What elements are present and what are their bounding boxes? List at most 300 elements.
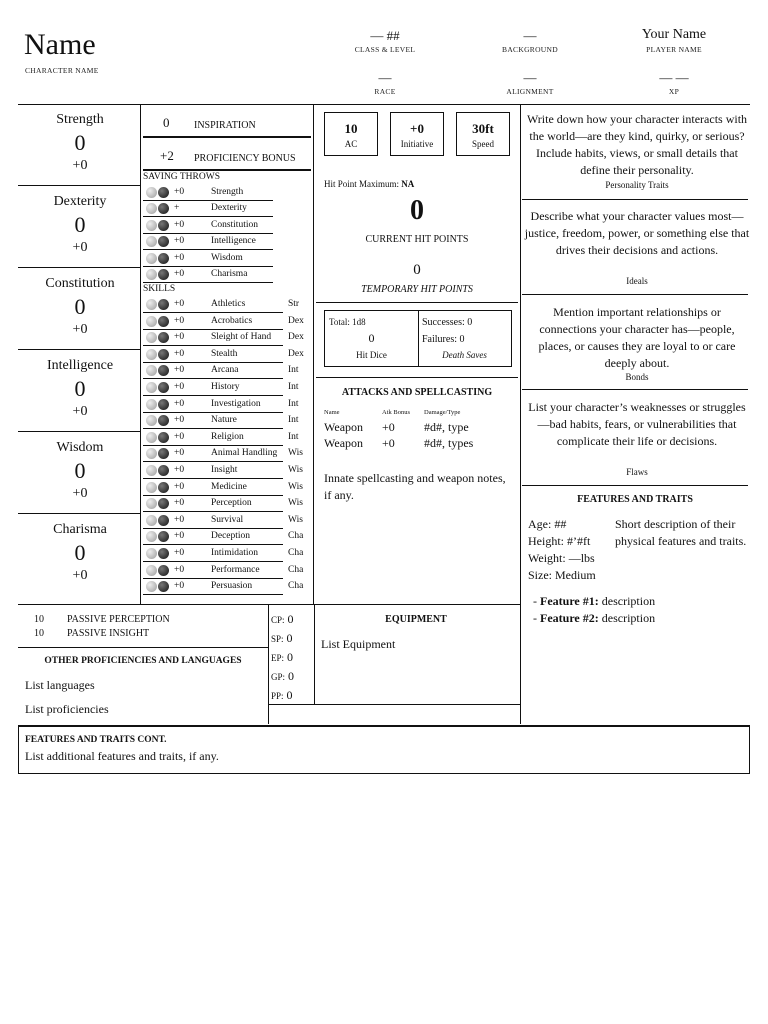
proficiency-dots-icon[interactable] bbox=[146, 365, 172, 377]
proficiency-dots-icon[interactable] bbox=[146, 316, 172, 328]
skills-modifier: +0 bbox=[174, 448, 185, 459]
proficiency-dots-icon[interactable] bbox=[146, 187, 172, 199]
skills-row[interactable] bbox=[143, 380, 311, 396]
armor-class-box[interactable] bbox=[324, 112, 378, 156]
attacks-col-damage: Damage/Type bbox=[424, 409, 461, 416]
attacks-notes[interactable]: Innate spellcasting and weapon notes, if any. bbox=[324, 471, 506, 502]
attack-damage[interactable]: #d#, types bbox=[424, 436, 474, 450]
expertise-dot-icon bbox=[158, 498, 169, 509]
proficiencies-list[interactable]: List proficiencies bbox=[25, 702, 109, 716]
currency-cp[interactable] bbox=[271, 610, 294, 628]
ability-score[interactable]: 0 bbox=[74, 130, 86, 155]
bullet-dash: - bbox=[533, 611, 540, 625]
ability-modifier: +0 bbox=[72, 240, 88, 255]
expertise-dot-icon bbox=[158, 269, 169, 280]
flaws-text[interactable]: List your character’s weaknesses or struggles—bad habits, fears, or vulnerabilities that complicate their life or decisions. bbox=[528, 400, 746, 448]
expertise-dot-icon bbox=[158, 515, 169, 526]
expertise-dot-icon bbox=[158, 382, 169, 393]
ability-modifier: +0 bbox=[72, 568, 88, 583]
row-divider bbox=[143, 594, 283, 595]
expertise-dot-icon bbox=[158, 415, 169, 426]
equipment-list[interactable]: List Equipment bbox=[321, 637, 396, 651]
expertise-dot-icon bbox=[158, 365, 169, 376]
skills-attribute: Int bbox=[288, 365, 299, 376]
death-saves-label: Death Saves bbox=[442, 350, 487, 360]
currency-label: GP: bbox=[271, 672, 286, 682]
skills-name: Religion bbox=[211, 431, 244, 442]
currency-value: 0 bbox=[286, 631, 293, 645]
inspiration-rule bbox=[143, 136, 311, 138]
skills-row[interactable] bbox=[143, 297, 311, 313]
hp-max bbox=[324, 179, 414, 189]
speed-label: Speed bbox=[472, 139, 494, 149]
alignment-value[interactable]: — bbox=[523, 70, 537, 85]
ability-score[interactable]: 0 bbox=[74, 376, 86, 401]
proficiency-dot-icon bbox=[146, 365, 157, 376]
skills-attribute: Wis bbox=[288, 481, 303, 492]
feature-2-desc: description bbox=[598, 611, 656, 625]
expertise-dot-icon bbox=[158, 465, 169, 476]
proficiency-dot-icon bbox=[146, 515, 157, 526]
proficiency-dots-icon[interactable] bbox=[146, 349, 172, 361]
proficiency-dots-icon[interactable] bbox=[146, 515, 172, 527]
class-level-label: CLASS & LEVEL bbox=[354, 45, 416, 54]
currency-sp[interactable] bbox=[271, 629, 293, 647]
skills-row[interactable] bbox=[143, 363, 311, 379]
saving_throws-row[interactable] bbox=[143, 185, 311, 201]
proficiency-dots-icon[interactable] bbox=[146, 220, 172, 232]
current-hp-value[interactable]: 0 bbox=[410, 195, 424, 226]
bonds-text[interactable]: Mention important relationships or connections your character has—people, places, or causes they are loyal to or care deeply about. bbox=[538, 305, 736, 370]
expertise-dot-icon bbox=[158, 349, 169, 360]
proficiency-dots-icon[interactable] bbox=[146, 332, 172, 344]
proficiency-dot-icon bbox=[146, 565, 157, 576]
skills-modifier: +0 bbox=[174, 398, 185, 409]
proficiency-dot-icon bbox=[146, 332, 157, 343]
currency-value: 0 bbox=[287, 650, 294, 664]
initiative-label: Initiative bbox=[400, 139, 434, 149]
ability-modifier: +0 bbox=[72, 158, 88, 173]
flaws-rule bbox=[522, 485, 748, 486]
ability-charisma[interactable] bbox=[20, 514, 140, 596]
passive-rule bbox=[18, 647, 268, 648]
proficiency-dot-icon bbox=[146, 432, 157, 443]
character-name[interactable]: Name bbox=[24, 28, 96, 61]
proficiency-dot-icon bbox=[146, 415, 157, 426]
expertise-dot-icon bbox=[158, 332, 169, 343]
weight: Weight: —lbs bbox=[528, 551, 595, 565]
proficiency-dots-icon[interactable] bbox=[146, 482, 172, 494]
saving_throws-modifier: +0 bbox=[174, 219, 185, 230]
passive-insight-value[interactable]: 10 bbox=[34, 628, 44, 639]
skills-name: Persuasion bbox=[211, 581, 253, 592]
skills-name: History bbox=[211, 382, 240, 392]
saving_throws-name: Charisma bbox=[211, 269, 248, 279]
skills-modifier: +0 bbox=[174, 431, 185, 442]
skills-row[interactable] bbox=[143, 480, 311, 496]
proficiency-dot-icon bbox=[146, 316, 157, 327]
skills-row[interactable] bbox=[143, 314, 311, 330]
saving_throws-row[interactable] bbox=[143, 201, 311, 217]
ability-score[interactable]: 0 bbox=[74, 294, 86, 319]
bonds-label: Bonds bbox=[625, 372, 649, 382]
skills-name: Intimidation bbox=[211, 548, 258, 558]
proficiency-dot-icon bbox=[146, 269, 157, 280]
skills-attribute: Wis bbox=[288, 514, 303, 525]
skills-row[interactable] bbox=[143, 463, 311, 479]
skills-modifier: +0 bbox=[174, 365, 185, 376]
skills-row[interactable] bbox=[143, 579, 311, 595]
row-divider bbox=[143, 282, 273, 283]
skills-name: Survival bbox=[211, 514, 244, 525]
proficiency-dots-icon[interactable] bbox=[146, 498, 172, 510]
age: Age: ## bbox=[528, 517, 567, 531]
currency-pp[interactable] bbox=[271, 686, 293, 704]
skills-row[interactable] bbox=[143, 347, 311, 363]
speed-value: 30ft bbox=[472, 121, 494, 136]
currency-ep[interactable] bbox=[271, 648, 293, 666]
saving_throws-row[interactable] bbox=[143, 234, 311, 250]
skills-name: Insight bbox=[211, 465, 238, 475]
proficiency-dot-icon bbox=[146, 187, 157, 198]
hit-dice-value[interactable]: 0 bbox=[368, 331, 375, 345]
proficiency-dots-icon[interactable] bbox=[146, 548, 172, 560]
features-cont-box[interactable] bbox=[18, 725, 750, 774]
currency-label: EP: bbox=[271, 653, 285, 663]
proficiency-dots-icon[interactable] bbox=[146, 399, 172, 411]
skills-row[interactable] bbox=[143, 397, 311, 413]
expertise-dot-icon bbox=[158, 236, 169, 247]
ability-name: Strength bbox=[56, 112, 104, 127]
player-name-label: PLAYER NAME bbox=[646, 45, 702, 54]
skills-attribute: Dex bbox=[288, 315, 304, 326]
skills-modifier: +0 bbox=[174, 415, 185, 426]
proficiency-dot-icon bbox=[146, 203, 157, 214]
currency-value: 0 bbox=[286, 688, 293, 702]
skills-row[interactable] bbox=[143, 430, 311, 446]
skills-row[interactable] bbox=[143, 446, 311, 462]
traits-rule bbox=[522, 199, 748, 200]
proficiency-dots-icon[interactable] bbox=[146, 432, 172, 444]
hit-dice-death-saves-box bbox=[324, 310, 512, 367]
proficiency-dot-icon bbox=[146, 299, 157, 310]
hp-max-label: Hit Point Maximum: bbox=[324, 179, 400, 189]
hit-dice-label: Hit Dice bbox=[356, 350, 387, 360]
ability-name: Charisma bbox=[53, 522, 107, 537]
skills-modifier: +0 bbox=[174, 564, 185, 575]
skills-attribute: Str bbox=[288, 299, 300, 309]
feature-item bbox=[533, 610, 655, 627]
hit-dice-total[interactable]: Total: 1d8 bbox=[329, 317, 366, 327]
initiative-value: +0 bbox=[410, 121, 424, 136]
proficiency-label: PROFICIENCY BONUS bbox=[194, 153, 296, 164]
attacks-title: ATTACKS AND SPELLCASTING bbox=[341, 387, 493, 398]
proficiency-dot-icon bbox=[146, 581, 157, 592]
attack-name[interactable]: Weapon bbox=[324, 436, 364, 450]
saving_throws-modifier: +0 bbox=[174, 236, 185, 247]
skills-row[interactable] bbox=[143, 513, 311, 529]
saving_throws-row[interactable] bbox=[143, 267, 311, 283]
skills-name: Athletics bbox=[211, 299, 246, 309]
saving_throws-name: Wisdom bbox=[211, 252, 243, 263]
skills-modifier: +0 bbox=[174, 465, 185, 475]
proficiency-dot-icon bbox=[146, 498, 157, 509]
proficiency-rule bbox=[143, 169, 311, 171]
saving_throws-name: Intelligence bbox=[211, 236, 256, 247]
feature-1-name: Feature #1: bbox=[540, 594, 599, 608]
expertise-dot-icon bbox=[158, 187, 169, 198]
saving_throws-modifier: +0 bbox=[174, 187, 185, 197]
death-saves-successes[interactable]: Successes: 0 bbox=[422, 317, 473, 328]
skills-attribute: Dex bbox=[288, 332, 304, 343]
saving_throws-row[interactable] bbox=[143, 251, 311, 267]
currency-value: 0 bbox=[288, 669, 295, 683]
skills-attribute: Int bbox=[288, 382, 299, 392]
saving_throws-name: Strength bbox=[211, 187, 244, 197]
attack-bonus[interactable]: +0 bbox=[382, 420, 395, 434]
personality-column-border bbox=[520, 104, 521, 724]
ability-dexterity[interactable] bbox=[20, 186, 140, 268]
proficiency-dots-icon[interactable] bbox=[146, 299, 172, 311]
alignment-label: ALIGNMENT bbox=[506, 87, 554, 96]
proficiency-dots-icon[interactable] bbox=[146, 253, 172, 265]
currency-label: SP: bbox=[271, 634, 284, 644]
proficiency-dots-icon[interactable] bbox=[146, 203, 172, 215]
skills-modifier: +0 bbox=[174, 315, 185, 326]
equipment-title: EQUIPMENT bbox=[385, 614, 447, 625]
proficiency-dot-icon bbox=[146, 448, 157, 459]
feature-2-name: Feature #2: bbox=[540, 611, 599, 625]
armor-class-label: AC bbox=[344, 139, 358, 149]
size: Size: Medium bbox=[528, 568, 596, 582]
class-level-value[interactable]: — ## bbox=[370, 28, 400, 43]
speed-box[interactable] bbox=[456, 112, 510, 156]
feature-1-desc: description bbox=[598, 594, 656, 608]
ability-name: Dexterity bbox=[53, 194, 107, 209]
skills-row[interactable] bbox=[143, 330, 311, 346]
ability-score[interactable]: 0 bbox=[74, 540, 86, 565]
hp-rule bbox=[316, 302, 518, 303]
proficiency-dot-icon bbox=[146, 482, 157, 493]
attack-bonus[interactable]: +0 bbox=[382, 436, 395, 450]
skills-name: Perception bbox=[211, 498, 252, 509]
proficiency-dot-icon bbox=[146, 349, 157, 360]
saving_throws-modifier: +0 bbox=[174, 252, 185, 263]
feature-item bbox=[533, 593, 655, 610]
current-hp-label: CURRENT HIT POINTS bbox=[365, 234, 469, 245]
inspiration-value[interactable]: 0 bbox=[163, 115, 170, 130]
skills-column-border bbox=[313, 104, 314, 604]
skills-name: Acrobatics bbox=[211, 315, 253, 326]
temp-hp-value[interactable]: 0 bbox=[413, 262, 421, 278]
currency-gp[interactable] bbox=[271, 667, 294, 685]
ability-constitution[interactable] bbox=[20, 268, 140, 350]
death-saves-failures[interactable]: Failures: 0 bbox=[422, 334, 465, 345]
skills-name: Performance bbox=[211, 564, 260, 575]
proficiency-dots-icon[interactable] bbox=[146, 565, 172, 577]
flaws-label: Flaws bbox=[626, 467, 648, 477]
currency-value: 0 bbox=[287, 612, 294, 626]
skills-attribute: Int bbox=[288, 398, 299, 409]
personality-traits-text[interactable]: Write down how your character interacts with the world—are they kind, quirky, or serious? Include habits, views, or small details that define their personality. bbox=[526, 112, 748, 177]
skills-attribute: Dex bbox=[288, 348, 304, 359]
skills-attribute: Wis bbox=[288, 498, 303, 509]
ability-wisdom[interactable] bbox=[20, 432, 140, 514]
hp-max-value[interactable]: NA bbox=[401, 179, 415, 189]
currency-label: PP: bbox=[271, 691, 284, 701]
expertise-dot-icon bbox=[158, 565, 169, 576]
proficiency-dots-icon[interactable] bbox=[146, 465, 172, 477]
expertise-dot-icon bbox=[158, 482, 169, 493]
skills-attribute: Wis bbox=[288, 448, 303, 459]
features-cont-title: FEATURES AND TRAITS CONT. bbox=[25, 735, 167, 745]
xp-label: XP bbox=[668, 87, 680, 96]
skills-row[interactable] bbox=[143, 529, 311, 545]
expertise-dot-icon bbox=[158, 548, 169, 559]
ability-strength[interactable] bbox=[20, 104, 140, 186]
skills-modifier: +0 bbox=[174, 299, 185, 309]
ability-intelligence[interactable] bbox=[20, 350, 140, 432]
skills-name: Deception bbox=[211, 531, 251, 542]
proficiencies-title: OTHER PROFICIENCIES AND LANGUAGES bbox=[44, 656, 242, 666]
physical-stats[interactable] bbox=[528, 516, 596, 584]
saving_throws-modifier: +0 bbox=[174, 269, 185, 279]
ability-name: Constitution bbox=[45, 276, 115, 291]
attack-name[interactable]: Weapon bbox=[324, 420, 364, 434]
expertise-dot-icon bbox=[158, 448, 169, 459]
skills-row[interactable] bbox=[143, 563, 311, 579]
saving_throws-row[interactable] bbox=[143, 218, 311, 234]
skills-row[interactable] bbox=[143, 546, 311, 562]
skills-modifier: +0 bbox=[174, 332, 185, 343]
proficiency-dots-icon[interactable] bbox=[146, 382, 172, 394]
features-cont-text: List additional features and traits, if any. bbox=[25, 749, 219, 763]
expertise-dot-icon bbox=[158, 581, 169, 592]
ability-score[interactable]: 0 bbox=[74, 212, 86, 237]
skills-attribute: Wis bbox=[288, 465, 303, 475]
skills-name: Arcana bbox=[211, 365, 239, 376]
proficiency-dots-icon[interactable] bbox=[146, 448, 172, 460]
skills-modifier: +0 bbox=[174, 498, 185, 509]
languages-list[interactable]: List languages bbox=[25, 678, 95, 692]
skills-row[interactable] bbox=[143, 413, 311, 429]
ability-modifier: +0 bbox=[72, 322, 88, 337]
skills-name: Animal Handling bbox=[211, 448, 278, 459]
proficiency-dots-icon[interactable] bbox=[146, 236, 172, 248]
expertise-dot-icon bbox=[158, 220, 169, 231]
feature-list[interactable] bbox=[533, 593, 655, 627]
passive-perception-label: PASSIVE PERCEPTION bbox=[67, 614, 170, 625]
attacks-col-bonus: Atk Bonus bbox=[382, 409, 410, 416]
temp-hp-label: TEMPORARY HIT POINTS bbox=[361, 284, 473, 295]
skills-attribute: Cha bbox=[288, 564, 304, 575]
proficiency-dot-icon bbox=[146, 220, 157, 231]
physical-description[interactable]: Short description of their physical features and traits. bbox=[615, 517, 747, 548]
saving_throws-modifier: + bbox=[174, 203, 180, 214]
proficiency-dots-icon[interactable] bbox=[146, 415, 172, 427]
skills-modifier: +0 bbox=[174, 581, 185, 592]
currency-label: CP: bbox=[271, 615, 285, 625]
proficiency-dot-icon bbox=[146, 399, 157, 410]
skills-name: Stealth bbox=[211, 348, 238, 359]
skills-modifier: +0 bbox=[174, 514, 185, 525]
skills-label: SKILLS bbox=[143, 284, 176, 294]
skills-name: Investigation bbox=[211, 398, 261, 409]
passive-perception-value[interactable]: 10 bbox=[34, 614, 44, 625]
proficiency-dots-icon[interactable] bbox=[146, 581, 172, 593]
skills-row[interactable] bbox=[143, 496, 311, 512]
proficiency-dots-icon[interactable] bbox=[146, 531, 172, 543]
ability-modifier: +0 bbox=[72, 404, 88, 419]
proficiency-dot-icon bbox=[146, 382, 157, 393]
bonds-rule bbox=[522, 389, 748, 390]
passive-insight-label: PASSIVE INSIGHT bbox=[67, 628, 150, 639]
ideals-label: Ideals bbox=[626, 276, 648, 286]
expertise-dot-icon bbox=[158, 531, 169, 542]
saving_throws-name: Dexterity bbox=[211, 203, 247, 214]
background-label: BACKGROUND bbox=[502, 45, 558, 54]
saving_throws-name: Constitution bbox=[211, 219, 258, 230]
equipment-bottom-rule bbox=[268, 704, 520, 705]
skills-attribute: Cha bbox=[288, 531, 304, 542]
player-name-value[interactable]: Your Name bbox=[641, 27, 707, 42]
proficiency-dot-icon bbox=[146, 531, 157, 542]
ability-name: Intelligence bbox=[46, 358, 114, 373]
skills-modifier: +0 bbox=[174, 348, 185, 359]
proficiency-dot-icon bbox=[146, 548, 157, 559]
xp-value[interactable]: — — bbox=[659, 70, 689, 85]
skills-modifier: +0 bbox=[174, 548, 185, 558]
attacks-col-name: Name bbox=[324, 409, 340, 416]
ability-modifier: +0 bbox=[72, 486, 88, 501]
personality-traits-label: Personality Traits bbox=[605, 180, 669, 190]
inspiration-label: INSPIRATION bbox=[194, 120, 256, 131]
currency-left-border bbox=[268, 604, 269, 724]
bottom-rule bbox=[18, 604, 520, 605]
expertise-dot-icon bbox=[158, 203, 169, 214]
proficiency-dot-icon bbox=[146, 253, 157, 264]
attack-damage[interactable]: #d#, type bbox=[424, 420, 469, 434]
expertise-dot-icon bbox=[158, 299, 169, 310]
skills-attribute: Int bbox=[288, 415, 299, 426]
race-value[interactable]: — bbox=[378, 70, 392, 85]
expertise-dot-icon bbox=[158, 432, 169, 443]
proficiency-dots-icon[interactable] bbox=[146, 269, 172, 281]
skills-attribute: Cha bbox=[288, 548, 304, 558]
skills-name: Sleight of Hand bbox=[211, 332, 272, 343]
height: Height: #’#ft bbox=[528, 534, 591, 548]
skills-modifier: +0 bbox=[174, 481, 185, 492]
skills-name: Medicine bbox=[211, 481, 247, 492]
proficiency-dot-icon bbox=[146, 465, 157, 476]
ability-score[interactable]: 0 bbox=[74, 458, 86, 483]
proficiency-dot-icon bbox=[146, 236, 157, 247]
ideals-text[interactable]: Describe what your character values most—justice, freedom, power, or something else that drives their decisions and actions. bbox=[524, 209, 750, 257]
proficiency-value[interactable]: +2 bbox=[160, 148, 174, 163]
skills-attribute: Int bbox=[288, 431, 299, 442]
saving-throws-label: SAVING THROWS bbox=[143, 172, 220, 182]
skills-name: Nature bbox=[211, 415, 237, 426]
character-name-label: CHARACTER NAME bbox=[25, 66, 99, 75]
skills-attribute: Cha bbox=[288, 581, 304, 592]
background-value[interactable]: — bbox=[523, 28, 537, 43]
expertise-dot-icon bbox=[158, 316, 169, 327]
ability-column-border bbox=[140, 104, 141, 604]
skills-modifier: +0 bbox=[174, 382, 185, 392]
attacks-rule bbox=[316, 377, 518, 378]
expertise-dot-icon bbox=[158, 399, 169, 410]
initiative-box[interactable] bbox=[390, 112, 444, 156]
